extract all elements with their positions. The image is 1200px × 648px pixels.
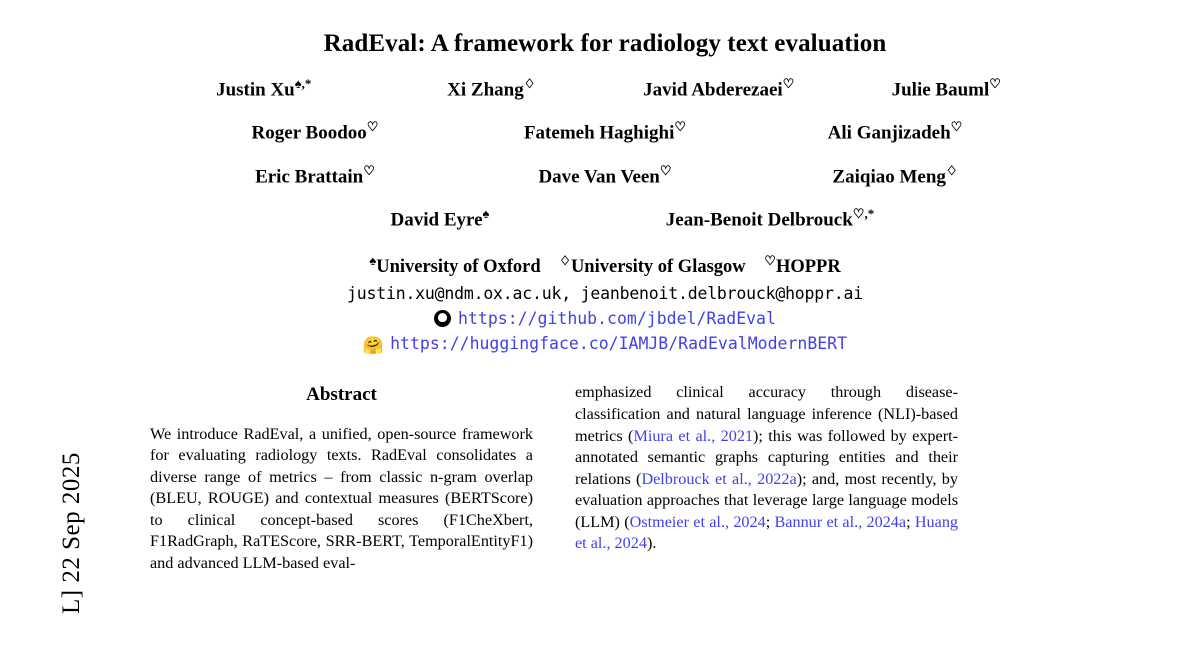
affiliation-marker: ♠: [369, 253, 377, 269]
author-affiliation-marker: ♡: [782, 76, 795, 91]
citation-link[interactable]: Bannur et al., 2024a: [774, 512, 907, 531]
huggingface-link-line[interactable]: [150, 334, 1060, 356]
author: Roger Boodoo♡: [251, 119, 379, 144]
author-affiliation-marker: ♡: [363, 162, 375, 178]
author-affiliation-marker: ♠,*: [294, 76, 312, 91]
author-affiliation-marker: ♠: [482, 205, 490, 221]
text-segment: ); this was followed by expert-annotated semantic graphs capturing entities and their relations (: [575, 426, 958, 488]
citation-link[interactable]: Huang et al., 2024: [575, 512, 959, 553]
author: Dave Van Veen♡: [538, 162, 672, 187]
author-row-1: [150, 76, 1060, 101]
citation-link[interactable]: Delbrouck et al., 2022a: [641, 469, 797, 488]
author: Jean-Benoit Delbrouck♡,*: [665, 205, 875, 231]
author-affiliation-marker: ♡: [674, 119, 687, 135]
huggingface-icon: 🤗: [362, 336, 385, 357]
text-segment: ); and, most recently, by evaluation approaches that leverage large language models (LLM) (: [575, 469, 958, 531]
author: Justin Xu♠,*: [216, 76, 312, 101]
affiliation-name: HOPPR: [775, 257, 841, 278]
affiliation-name: University of Glasgow: [570, 257, 746, 278]
text-segment: ).: [646, 534, 657, 553]
text-segment: emphasized clinical accuracy through disease-classification and natural language inference (NLI)-based metrics (: [575, 383, 958, 445]
abstract-text: We introduce RadEval, a unified, open-source framework for evaluating radiology texts. RadEval consolidates a diverse range of metrics – from classic n-gram overlap (BLEU, ROUGE) and contextual measures (BERTScore) to clinical concept-based scores (F1CheXbert, F1RadGraph, RaTEScore, SRR-BERT, TemporalEntityF1) and advanced LLM-based eval-: [150, 424, 533, 573]
body-columns: [150, 382, 1060, 574]
author: Ali Ganjizadeh♡: [827, 119, 963, 144]
author-affiliation-marker: ♡: [950, 119, 963, 135]
affiliation-name: University of Oxford: [376, 257, 541, 278]
intro-paragraph: [575, 382, 958, 554]
author: Xi Zhang♢: [447, 76, 536, 101]
author: Zaiqiao Meng♢: [832, 162, 958, 187]
affiliations: [150, 253, 1060, 278]
author: Javid Abderezaei♡: [643, 76, 795, 101]
author-affiliation-marker: ♢: [945, 162, 958, 178]
author-row-3: [150, 163, 1060, 188]
arxiv-stamp: L] 22 Sep 2025: [58, 452, 85, 614]
github-link-line[interactable]: [150, 309, 1060, 328]
author: David Eyre♠: [390, 205, 490, 231]
citation-link[interactable]: Ostmeier et al., 2024: [629, 512, 766, 531]
paper-content: [150, 0, 1060, 575]
author-affiliation-marker: ♡: [989, 76, 1001, 91]
text-segment: ;: [765, 512, 775, 531]
author: Fatemeh Haghighi♡: [523, 119, 687, 144]
page-title: RadEval: A framework for radiology text evaluation: [323, 30, 887, 57]
author: Julie Bauml♡: [891, 76, 1001, 101]
author-row-2: [150, 119, 1060, 144]
author-affiliation-marker: ♡,*: [852, 205, 875, 221]
author-affiliation-marker: ♢: [523, 76, 536, 91]
right-column: [575, 382, 958, 574]
author-affiliation-marker: ♡: [366, 119, 379, 135]
huggingface-url[interactable]: https://huggingface.co/IAMJB/RadEvalModernBERT: [390, 334, 848, 354]
author-affiliation-marker: ♡: [659, 162, 672, 178]
contact-emails: justin.xu@ndm.ox.ac.uk, jeanbenoit.delbrouck@hoppr.ai: [347, 284, 863, 304]
affiliation-marker: ♡: [764, 253, 776, 269]
citation-link[interactable]: Miura et al., 2021: [633, 426, 754, 445]
left-column: [150, 382, 533, 574]
text-segment: ;: [906, 512, 915, 531]
author: Eric Brattain♡: [255, 162, 375, 187]
github-url[interactable]: https://github.com/jbdel/RadEval: [458, 309, 776, 329]
author-row-4: [150, 206, 1060, 231]
abstract-heading: Abstract: [306, 384, 377, 406]
affiliation-marker: ♢: [559, 253, 571, 269]
github-icon: [434, 310, 451, 327]
